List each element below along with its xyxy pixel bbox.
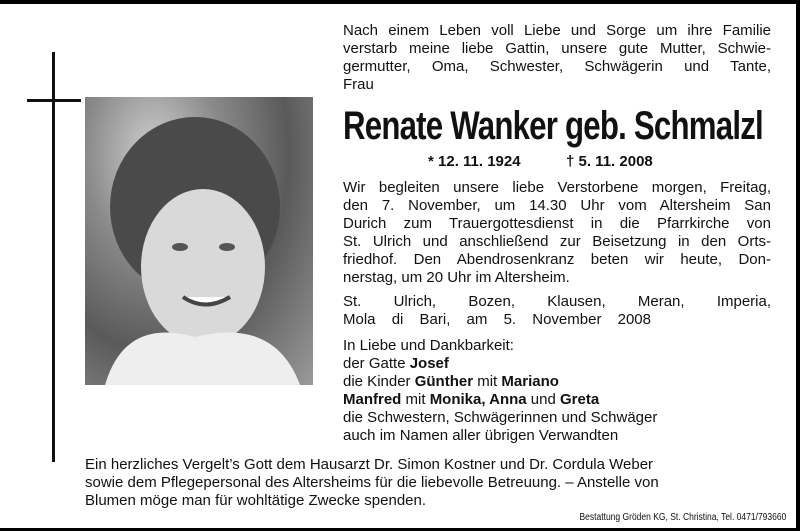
funeral-line: den 7. November, um 14.30 Uhr vom Altersheim San (343, 197, 771, 214)
family-line: auch im Namen aller übrigen Verwandten (343, 427, 619, 444)
intro-line: germutter, Oma, Schwester, Schwägerin und Tante, (343, 58, 771, 75)
funeral-line: nerstag, um 20 Uhr im Altersheim. (343, 269, 570, 286)
deceased-name: Renate Wanker geb. Schmalzl (343, 104, 763, 148)
family-line: In Liebe und Dankbarkeit: (343, 337, 514, 354)
thanks-line: sowie dem Pflegepersonal des Altersheims für die liebevolle Betreuung. – Anstelle von (85, 474, 659, 491)
death-date: † 5. 11. 2008 (566, 153, 653, 170)
intro-line: verstarb meine liebe Gattin, unsere gute Mutter, Schwie- (343, 40, 771, 57)
portrait-photo (85, 97, 313, 385)
funeral-line: friedhof. Den Abendrosenkranz beten wir heute, Don- (343, 251, 771, 268)
thanks-line: Blumen möge man für wohltätige Zwecke spenden. (85, 492, 427, 509)
places-line: Mola di Bari, am 5. November 2008 (343, 311, 651, 328)
funeral-line: Durich zum Trauergottesdienst in die Pfarrkirche von (343, 215, 771, 232)
intro-line: Nach einem Leben voll Liebe und Sorge um ihre Familie (343, 22, 771, 39)
family-line: die Kinder Günther mit Mariano (343, 373, 559, 390)
family-line: der Gatte Josef (343, 355, 449, 372)
funeral-line: St. Ulrich und anschließend zur Beisetzung in den Orts- (343, 233, 771, 250)
family-line: die Schwestern, Schwägerinnen und Schwäger (343, 409, 658, 426)
thanks-line: Ein herzliches Vergelt’s Gott dem Hausarzt Dr. Simon Kostner und Dr. Cordula Weber (85, 456, 654, 473)
places-line: St. Ulrich, Bozen, Klausen, Meran, Imperia, (343, 293, 771, 310)
funeral-line: Wir begleiten unsere liebe Verstorbene morgen, Freitag, (343, 179, 771, 196)
cross-icon-bar (27, 99, 81, 102)
birth-date: * 12. 11. 1924 (428, 153, 521, 170)
undertaker-info: Bestattung Gröden KG, St. Christina, Tel. 0471/793660 (579, 512, 786, 523)
intro-line: Frau (343, 76, 374, 93)
cross-icon (52, 52, 55, 462)
family-line: Manfred mit Monika, Anna und Greta (343, 391, 600, 408)
